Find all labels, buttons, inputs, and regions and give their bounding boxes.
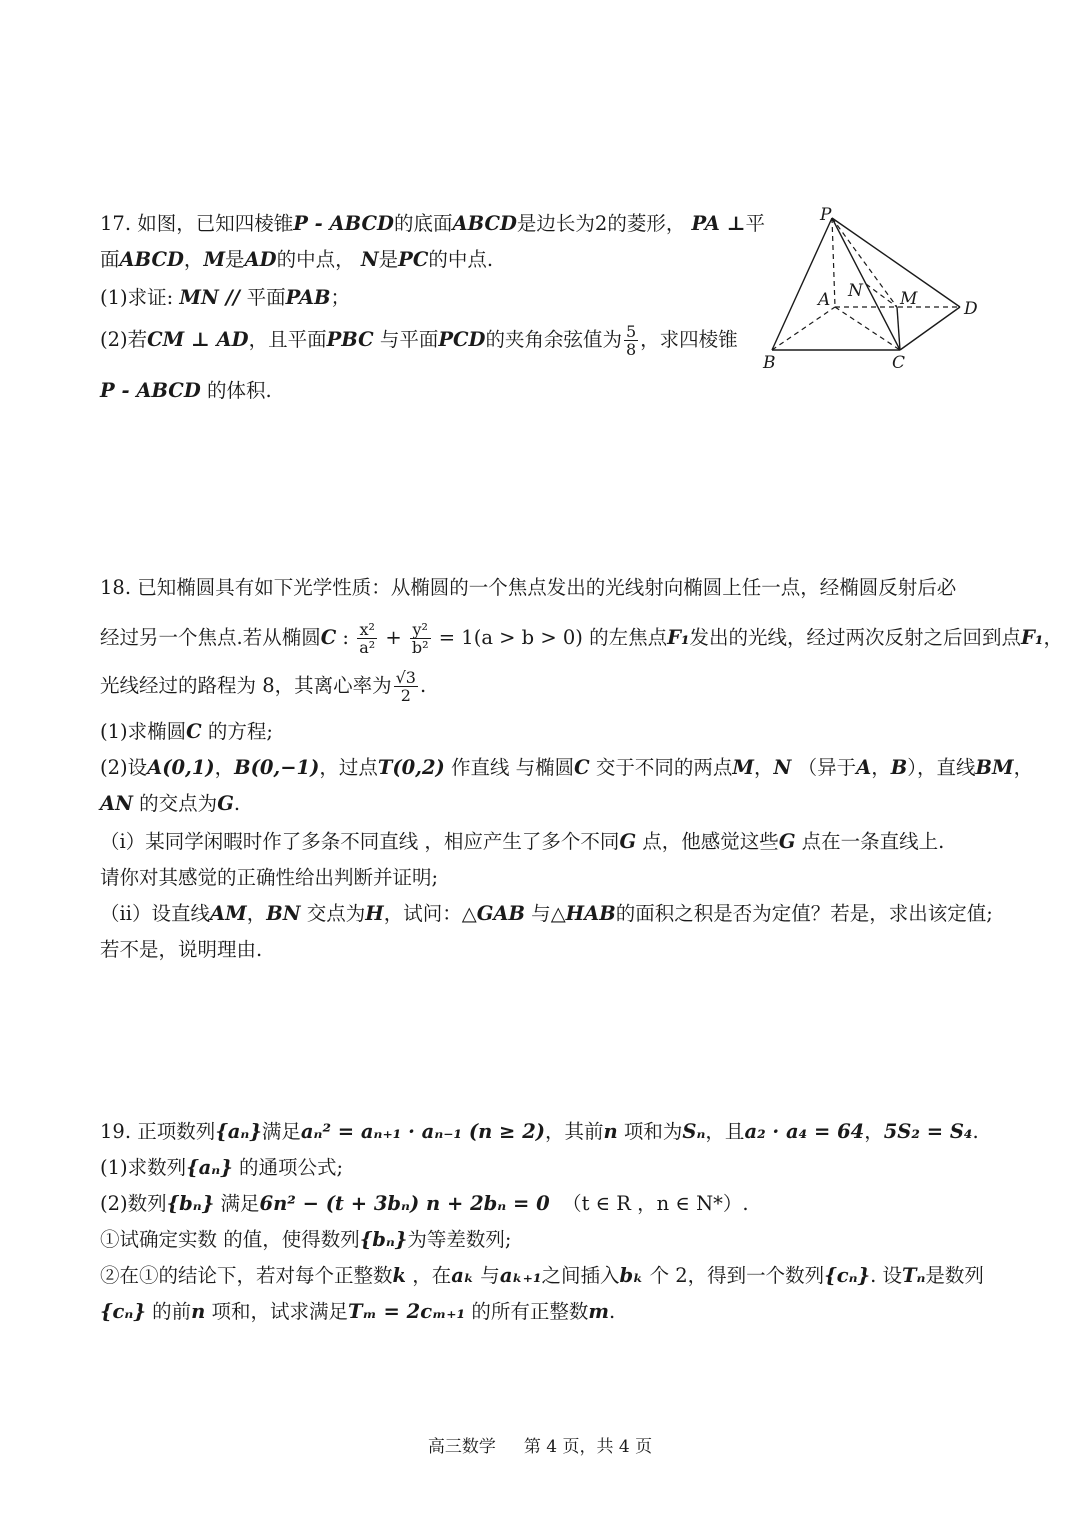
p18-line-2: 经过另一个焦点.若从椭圆C : $\frac{\text{x²}}{\text{a²}}$ + $\frac{\text{y²}}{\text{b²}}$ = 1(a > b > 0) 的左焦点F₁发出的光线，经过两次反射之后回到点F₁， <box>100 620 1063 657</box>
segment-PM <box>832 218 897 307</box>
p19-line-4: ①试确定实数 的值，使得数列{bₙ}为等差数列; <box>100 1228 512 1251</box>
segment-AC <box>835 307 900 350</box>
p19-line-1: 19. 正项数列{aₙ}满足aₙ² = aₙ₊₁ · aₙ₋₁ (n ≥ 2)，其前n 项和为Sₙ，且a₂ · a₄ = 64，5S₂ = S₄. <box>100 1120 979 1143</box>
cos-fraction: $\frac{5}{8}$ <box>625 322 637 359</box>
p18-line-5: (2)设A(0,1)，B(0,−1)，过点T(0,2) 作直线 与椭圆C 交于不同的两点M，N （异于A，B），直线BM， <box>100 756 1034 779</box>
x2-a2-fraction: $\frac{\text{x²}}{\text{a²}}$ <box>359 620 376 657</box>
p18-line-10: 若不是，说明理由. <box>100 938 263 961</box>
p19-line-2: (1)求数列{aₙ} 的通项公式; <box>100 1156 344 1179</box>
p18-line-9: （ii）设直线AM，BN 交点为H，试问：△GAB 与△HAB的面积之积是否为定值？若是，求出该定值; <box>100 902 993 925</box>
p18-line-1: 18. 已知椭圆具有如下光学性质：从椭圆的一个焦点发出的光线射向椭圆上任一点，经椭圆反射后必 <box>100 576 957 599</box>
pyramid-figure <box>760 200 990 375</box>
label-A: A <box>818 290 831 310</box>
p17-line-2: 面ABCD，M是AD的中点， N是PC的中点. <box>100 248 494 271</box>
label-D: D <box>964 299 978 319</box>
eccentricity-fraction: $\frac{√3}{2}$ <box>395 668 416 705</box>
label-M: M <box>900 289 918 309</box>
p18-line-3: 光线经过的路程为 8，其离心率为 $\frac{√3}{2}$ . <box>100 668 427 705</box>
edge-PB <box>772 218 832 350</box>
segment-MN <box>866 284 897 307</box>
p19-line-6: {cₙ} 的前n 项和，试求满足Tₘ = 2cₘ₊₁ 的所有正整数m. <box>100 1300 616 1323</box>
label-N: N <box>848 281 863 301</box>
p17-line-5: P - ABCD 的体积. <box>100 379 272 402</box>
p17-line-3: (1)求证: MN // 平面PAB； <box>100 286 351 309</box>
p17-line-4: (2)若CM ⊥ AD，且平面PBC 与平面PCD的夹角余弦值为 $\frac{5}{8}$ ，求四棱锥 <box>100 322 738 359</box>
p18-line-6: AN 的交点为G. <box>100 792 241 815</box>
p17-line-1: 17. 如图，已知四棱锥P - ABCD的底面ABCD是边长为2的菱形， PA ⊥平 <box>100 212 765 235</box>
edge-PA <box>832 218 835 307</box>
edge-CD <box>900 307 960 350</box>
p18-line-7: （i）某同学闲暇时作了多条不同直线 ，相应产生了多个不同G 点，他感觉这些G 点在一条直线上. <box>100 830 945 853</box>
p18-line-8: 请你对其感觉的正确性给出判断并证明; <box>100 866 439 889</box>
p19-line-3: (2)数列{bₙ} 满足6n² − (t + 3bₙ) n + 2bₙ = 0 （t ∈ R ，n ∈ N*）. <box>100 1192 749 1215</box>
y2-b2-fraction: $\frac{\text{y²}}{\text{b²}}$ <box>411 620 429 657</box>
footer-page-number: 第 4 页，共 4 页 <box>523 1437 653 1457</box>
page-footer <box>0 1432 1080 1457</box>
p18-line-4: (1)求椭圆C 的方程; <box>100 720 273 743</box>
footer-subject: 高三数学 <box>427 1437 496 1457</box>
label-C: C <box>892 353 906 373</box>
p19-line-5: ②在①的结论下，若对每个正整数k ，在aₖ 与aₖ₊₁之间插入bₖ 个 2，得到一个数列{cₙ}. 设Tₙ是数列 <box>100 1264 984 1287</box>
label-B: B <box>763 353 776 373</box>
label-P: P <box>820 205 832 225</box>
